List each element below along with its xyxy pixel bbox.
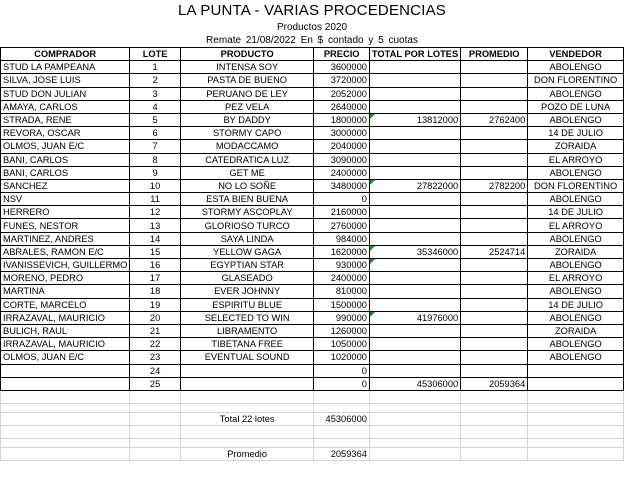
table-row bbox=[1, 140, 624, 153]
cell-producto[interactable]: PERUANO DE LEY bbox=[180, 87, 314, 100]
empty-cell[interactable] bbox=[528, 426, 624, 439]
cell-promedio[interactable] bbox=[461, 232, 528, 245]
cell-total-por-lotes[interactable] bbox=[369, 127, 460, 140]
empty-row bbox=[1, 390, 624, 403]
cell-promedio[interactable] bbox=[461, 311, 528, 324]
empty-cell[interactable] bbox=[528, 412, 624, 425]
cell-precio[interactable]: 2160000 bbox=[314, 206, 369, 219]
cell-total-por-lotes[interactable] bbox=[369, 100, 460, 113]
cell-comprador[interactable]: HERRERO bbox=[1, 206, 130, 219]
cell-comprador[interactable]: SANCHEZ bbox=[1, 179, 130, 192]
table-row bbox=[1, 259, 624, 272]
cell-total-por-lotes[interactable] bbox=[369, 166, 460, 179]
cell-total-por-lotes[interactable] bbox=[369, 259, 460, 272]
cell-promedio[interactable] bbox=[461, 193, 528, 206]
cell-producto[interactable]: BY DADDY bbox=[180, 113, 314, 126]
cell-comprador[interactable]: IRRAZAVAL, MAURICIO bbox=[1, 311, 130, 324]
table-row bbox=[1, 193, 624, 206]
cell-producto[interactable]: EGYPTIAN STAR bbox=[180, 259, 314, 272]
cell-lote[interactable]: 21 bbox=[130, 324, 181, 337]
cell-lote[interactable]: 3 bbox=[130, 87, 181, 100]
table-row bbox=[1, 272, 624, 285]
cell-producto[interactable]: STORMY ASCOPLAY bbox=[180, 206, 314, 219]
cell-producto[interactable]: YELLOW GAGA bbox=[180, 245, 314, 258]
cell-promedio[interactable] bbox=[461, 219, 528, 232]
table-row bbox=[1, 219, 624, 232]
cell-lote[interactable]: 19 bbox=[130, 298, 181, 311]
empty-cell[interactable] bbox=[528, 439, 624, 448]
header-lote[interactable]: LOTE bbox=[130, 48, 181, 61]
cell-vendedor[interactable]: ABOLENGO bbox=[528, 193, 624, 206]
cell-precio[interactable]: 2760000 bbox=[314, 219, 369, 232]
table-row bbox=[1, 285, 624, 298]
cell-total-por-lotes[interactable] bbox=[369, 153, 460, 166]
cell-comprador[interactable]: STRADA, RENE bbox=[1, 113, 130, 126]
cell-vendedor[interactable]: ABOLENGO bbox=[528, 285, 624, 298]
table-row bbox=[1, 127, 624, 140]
cell-promedio[interactable] bbox=[461, 364, 528, 377]
cell-precio[interactable]: 2400000 bbox=[314, 272, 369, 285]
header-producto[interactable]: PRODUCTO bbox=[180, 48, 314, 61]
sheet-title: LA PUNTA - VARIAS PROCEDENCIAS bbox=[177, 2, 446, 19]
cell-vendedor[interactable]: 14 DE JULIO bbox=[528, 206, 624, 219]
cell-promedio[interactable] bbox=[461, 100, 528, 113]
cell-vendedor[interactable]: ABOLENGO bbox=[528, 61, 624, 74]
cell-promedio[interactable] bbox=[461, 140, 528, 153]
cell-comprador[interactable]: STUD DON JULIAN bbox=[1, 87, 130, 100]
cell-total-por-lotes[interactable] bbox=[369, 351, 460, 364]
empty-cell[interactable] bbox=[369, 403, 460, 412]
empty-cell[interactable] bbox=[130, 390, 181, 403]
cell-promedio[interactable] bbox=[461, 74, 528, 87]
cell-producto[interactable] bbox=[180, 377, 314, 390]
cell-precio[interactable]: 810000 bbox=[314, 285, 369, 298]
header-row bbox=[1, 48, 624, 61]
cell-vendedor[interactable]: ABOLENGO bbox=[528, 232, 624, 245]
cell-precio[interactable]: 0 bbox=[314, 193, 369, 206]
cell-precio[interactable]: 3600000 bbox=[314, 61, 369, 74]
cell-vendedor[interactable]: ABOLENGO bbox=[528, 259, 624, 272]
empty-row bbox=[1, 426, 624, 439]
cell-lote[interactable]: 25 bbox=[130, 377, 181, 390]
cell-producto[interactable]: ESPIRITU BLUE bbox=[180, 298, 314, 311]
table-row bbox=[1, 232, 624, 245]
cell-producto[interactable]: TIBETANA FREE bbox=[180, 338, 314, 351]
cell-lote[interactable]: 4 bbox=[130, 100, 181, 113]
cell-comprador[interactable] bbox=[1, 364, 130, 377]
cell-lote[interactable]: 7 bbox=[130, 140, 181, 153]
cell-comprador[interactable]: MARTINA bbox=[1, 285, 130, 298]
cell-comprador[interactable]: REVORA, OSCAR bbox=[1, 127, 130, 140]
cell-lote[interactable]: 16 bbox=[130, 259, 181, 272]
cell-promedio[interactable] bbox=[461, 206, 528, 219]
table-row bbox=[1, 324, 624, 337]
cell-promedio[interactable] bbox=[461, 351, 528, 364]
cell-vendedor[interactable] bbox=[528, 377, 624, 390]
empty-cell[interactable] bbox=[130, 403, 181, 412]
table-row bbox=[1, 311, 624, 324]
table-row bbox=[1, 153, 624, 166]
cell-precio[interactable]: 2040000 bbox=[314, 140, 369, 153]
empty-cell[interactable] bbox=[369, 412, 460, 425]
empty-cell[interactable] bbox=[461, 390, 528, 403]
cell-producto[interactable]: SELECTED TO WIN bbox=[180, 311, 314, 324]
empty-cell[interactable] bbox=[461, 412, 528, 425]
table-row bbox=[1, 179, 624, 192]
empty-cell[interactable] bbox=[314, 403, 369, 412]
cell-vendedor[interactable]: 14 DE JULIO bbox=[528, 127, 624, 140]
cell-precio[interactable]: 2640000 bbox=[314, 100, 369, 113]
cell-producto[interactable]: PASTA DE BUENO bbox=[180, 74, 314, 87]
table-row bbox=[1, 298, 624, 311]
cell-producto[interactable] bbox=[180, 364, 314, 377]
cell-precio[interactable]: 3720000 bbox=[314, 74, 369, 87]
promedio-row bbox=[1, 448, 624, 461]
cell-precio[interactable]: 0 bbox=[314, 364, 369, 377]
empty-cell[interactable] bbox=[130, 412, 181, 425]
empty-row bbox=[1, 403, 624, 412]
cell-comprador[interactable]: IVANISSEVICH, GUILLERMO bbox=[1, 259, 130, 272]
empty-cell[interactable] bbox=[314, 390, 369, 403]
cell-lote[interactable]: 11 bbox=[130, 193, 181, 206]
cell-vendedor[interactable]: DON FLORENTINO bbox=[528, 179, 624, 192]
cell-precio[interactable]: 1020000 bbox=[314, 351, 369, 364]
cell-total-por-lotes[interactable] bbox=[369, 193, 460, 206]
empty-cell[interactable] bbox=[461, 439, 528, 448]
cell-lote[interactable]: 24 bbox=[130, 364, 181, 377]
cell-producto[interactable]: INTENSA SOY bbox=[180, 61, 314, 74]
cell-producto[interactable]: STORMY CAPO bbox=[180, 127, 314, 140]
cell-vendedor[interactable]: ABOLENGO bbox=[528, 166, 624, 179]
cell-total-por-lotes[interactable] bbox=[369, 61, 460, 74]
table-row bbox=[1, 206, 624, 219]
cell-comprador[interactable]: FUNES, NESTOR bbox=[1, 219, 130, 232]
cell-promedio[interactable] bbox=[461, 166, 528, 179]
empty-cell[interactable] bbox=[528, 403, 624, 412]
cell-vendedor[interactable] bbox=[528, 364, 624, 377]
cell-lote[interactable]: 15 bbox=[130, 245, 181, 258]
cell-total-por-lotes[interactable]: 41976000 bbox=[369, 311, 460, 324]
cell-vendedor[interactable]: ABOLENGO bbox=[528, 311, 624, 324]
cell-vendedor[interactable]: ABOLENGO bbox=[528, 113, 624, 126]
cell-lote[interactable]: 13 bbox=[130, 219, 181, 232]
cell-vendedor[interactable]: DON FLORENTINO bbox=[528, 74, 624, 87]
cell-comprador[interactable]: CORTE, MARCELO bbox=[1, 298, 130, 311]
cell-producto[interactable]: SAYA LINDA bbox=[180, 232, 314, 245]
cell-producto[interactable]: ESTA BIEN BUENA bbox=[180, 193, 314, 206]
cell-lote[interactable]: 18 bbox=[130, 285, 181, 298]
table-row bbox=[1, 87, 624, 100]
cell-lote[interactable]: 6 bbox=[130, 127, 181, 140]
cell-producto[interactable]: EVENTUAL SOUND bbox=[180, 351, 314, 364]
cell-total-por-lotes[interactable] bbox=[369, 140, 460, 153]
empty-cell[interactable] bbox=[180, 390, 314, 403]
cell-promedio[interactable] bbox=[461, 285, 528, 298]
cell-comprador[interactable] bbox=[1, 377, 130, 390]
cell-vendedor[interactable]: 14 DE JULIO bbox=[528, 298, 624, 311]
empty-cell[interactable] bbox=[1, 439, 130, 448]
cell-comprador[interactable]: OLMOS, JUAN E/C bbox=[1, 140, 130, 153]
cell-producto[interactable]: CATEDRATICA LUZ bbox=[180, 153, 314, 166]
header-promedio[interactable]: PROMEDIO bbox=[461, 48, 528, 61]
cell-vendedor[interactable]: ZORAIDA bbox=[528, 245, 624, 258]
cell-lote[interactable]: 12 bbox=[130, 206, 181, 219]
cell-vendedor[interactable]: EL ARROYO bbox=[528, 272, 624, 285]
cell-total-por-lotes[interactable]: 13812000 bbox=[369, 113, 460, 126]
cell-comprador[interactable]: BULICH, RAUL bbox=[1, 324, 130, 337]
cell-producto[interactable]: GET ME bbox=[180, 166, 314, 179]
cell-lote[interactable]: 14 bbox=[130, 232, 181, 245]
empty-cell[interactable] bbox=[369, 390, 460, 403]
empty-row bbox=[1, 439, 624, 448]
cell-promedio[interactable]: 2059364 bbox=[461, 377, 528, 390]
cell-precio[interactable]: 1050000 bbox=[314, 338, 369, 351]
cell-vendedor[interactable]: ABOLENGO bbox=[528, 87, 624, 100]
cell-promedio[interactable] bbox=[461, 298, 528, 311]
cell-precio[interactable]: 1500000 bbox=[314, 298, 369, 311]
table-row bbox=[1, 100, 624, 113]
cell-comprador[interactable]: MARTINEZ, ANDRES bbox=[1, 232, 130, 245]
cell-comprador[interactable]: ABRALES, RAMON E/C bbox=[1, 245, 130, 258]
cell-total-por-lotes[interactable] bbox=[369, 74, 460, 87]
cell-total-por-lotes[interactable] bbox=[369, 272, 460, 285]
cell-precio[interactable]: 2400000 bbox=[314, 166, 369, 179]
cell-lote[interactable]: 10 bbox=[130, 179, 181, 192]
empty-cell[interactable] bbox=[369, 448, 460, 461]
empty-cell[interactable] bbox=[461, 426, 528, 439]
cell-lote[interactable]: 8 bbox=[130, 153, 181, 166]
cell-vendedor[interactable]: ABOLENGO bbox=[528, 351, 624, 364]
promedio-row-value[interactable]: 2059364 bbox=[314, 448, 369, 461]
cell-precio[interactable]: 930000 bbox=[314, 259, 369, 272]
cell-total-por-lotes[interactable] bbox=[369, 364, 460, 377]
cell-total-por-lotes[interactable] bbox=[369, 285, 460, 298]
table-row bbox=[1, 61, 624, 74]
cell-vendedor[interactable]: EL ARROYO bbox=[528, 219, 624, 232]
empty-cell[interactable] bbox=[461, 403, 528, 412]
cell-precio[interactable]: 1260000 bbox=[314, 324, 369, 337]
empty-cell[interactable] bbox=[314, 426, 369, 439]
cell-lote[interactable]: 17 bbox=[130, 272, 181, 285]
cell-lote[interactable]: 9 bbox=[130, 166, 181, 179]
cell-precio[interactable]: 984000 bbox=[314, 232, 369, 245]
empty-cell[interactable] bbox=[1, 390, 130, 403]
cell-promedio[interactable] bbox=[461, 87, 528, 100]
table-row bbox=[1, 74, 624, 87]
header-vendedor[interactable]: VENDEDOR bbox=[528, 48, 624, 61]
empty-cell[interactable] bbox=[528, 390, 624, 403]
table-row bbox=[1, 338, 624, 351]
cell-producto[interactable]: GLORIOSO TURCO bbox=[180, 219, 314, 232]
header-total-por-lotes[interactable]: TOTAL POR LOTES bbox=[369, 48, 460, 61]
cell-promedio[interactable] bbox=[461, 259, 528, 272]
table-row bbox=[1, 351, 624, 364]
empty-cell[interactable] bbox=[130, 426, 181, 439]
cell-producto[interactable]: EVER JOHNNY bbox=[180, 285, 314, 298]
cell-total-por-lotes[interactable] bbox=[369, 206, 460, 219]
cell-total-por-lotes[interactable] bbox=[369, 298, 460, 311]
cell-total-por-lotes[interactable] bbox=[369, 324, 460, 337]
empty-cell[interactable] bbox=[180, 403, 314, 412]
total-row-value[interactable]: 45306000 bbox=[314, 412, 369, 425]
cell-comprador[interactable]: IRRAZAVAL, MAURICIO bbox=[1, 338, 130, 351]
cell-vendedor[interactable]: ZORAIDA bbox=[528, 324, 624, 337]
table-row bbox=[1, 245, 624, 258]
cell-precio[interactable]: 3090000 bbox=[314, 153, 369, 166]
cell-lote[interactable]: 1 bbox=[130, 61, 181, 74]
empty-cell[interactable] bbox=[1, 412, 130, 425]
cell-precio[interactable]: 2052000 bbox=[314, 87, 369, 100]
cell-promedio[interactable] bbox=[461, 127, 528, 140]
empty-cell[interactable] bbox=[369, 426, 460, 439]
cell-producto[interactable]: LIBRAMENTO bbox=[180, 324, 314, 337]
cell-producto[interactable]: NO LO SOÑE bbox=[180, 179, 314, 192]
cell-vendedor[interactable]: ABOLENGO bbox=[528, 338, 624, 351]
cell-comprador[interactable]: BANI, CARLOS bbox=[1, 153, 130, 166]
cell-precio[interactable]: 990000 bbox=[314, 311, 369, 324]
cell-producto[interactable]: PEZ VELA bbox=[180, 100, 314, 113]
cell-producto[interactable]: MODACCAMO bbox=[180, 140, 314, 153]
empty-cell[interactable] bbox=[1, 426, 130, 439]
cell-total-por-lotes[interactable]: 27822000 bbox=[369, 179, 460, 192]
remate-info: Remate 21/08/2022 En $ contado y 5 cuotas bbox=[206, 35, 418, 46]
cell-promedio[interactable] bbox=[461, 61, 528, 74]
cell-producto[interactable]: GLASEADO bbox=[180, 272, 314, 285]
cell-promedio[interactable]: 2762400 bbox=[461, 113, 528, 126]
empty-cell[interactable] bbox=[369, 439, 460, 448]
cell-lote[interactable]: 20 bbox=[130, 311, 181, 324]
promedio-row-label[interactable]: Promedio bbox=[180, 448, 314, 461]
cell-comprador[interactable]: AMAYA, CARLOS bbox=[1, 100, 130, 113]
sheet-subtitle: Productos 2020 bbox=[276, 22, 348, 33]
table-row bbox=[1, 166, 624, 179]
table-row bbox=[1, 113, 624, 126]
cell-precio[interactable]: 1800000 bbox=[314, 113, 369, 126]
cell-total-por-lotes[interactable]: 45306000 bbox=[369, 377, 460, 390]
cell-lote[interactable]: 5 bbox=[130, 113, 181, 126]
cell-total-por-lotes[interactable]: 35346000 bbox=[369, 245, 460, 258]
cell-comprador[interactable]: STUD LA PAMPEANA bbox=[1, 61, 130, 74]
table-row bbox=[1, 364, 624, 377]
cell-comprador[interactable]: BANI, CARLOS bbox=[1, 166, 130, 179]
cell-promedio[interactable] bbox=[461, 272, 528, 285]
cell-vendedor[interactable]: EL ARROYO bbox=[528, 153, 624, 166]
cell-lote[interactable]: 23 bbox=[130, 351, 181, 364]
cell-comprador[interactable]: NSV bbox=[1, 193, 130, 206]
empty-cell[interactable] bbox=[314, 439, 369, 448]
cell-lote[interactable]: 2 bbox=[130, 74, 181, 87]
cell-promedio[interactable]: 2782200 bbox=[461, 179, 528, 192]
cell-comprador[interactable]: MORENO, PEDRO bbox=[1, 272, 130, 285]
cell-vendedor[interactable]: POZO DE LUNA bbox=[528, 100, 624, 113]
cell-comprador[interactable]: SILVA, JOSE LUIS bbox=[1, 74, 130, 87]
results-table bbox=[0, 47, 624, 461]
empty-cell[interactable] bbox=[180, 426, 314, 439]
empty-cell[interactable] bbox=[180, 439, 314, 448]
cell-promedio[interactable] bbox=[461, 153, 528, 166]
header-precio[interactable]: PRECIO bbox=[314, 48, 369, 61]
table-row bbox=[1, 377, 624, 390]
empty-cell[interactable] bbox=[461, 448, 528, 461]
empty-cell[interactable] bbox=[1, 448, 130, 461]
empty-cell[interactable] bbox=[528, 448, 624, 461]
cell-vendedor[interactable]: ZORAIDA bbox=[528, 140, 624, 153]
cell-precio[interactable]: 1620000 bbox=[314, 245, 369, 258]
cell-total-por-lotes[interactable] bbox=[369, 87, 460, 100]
cell-precio[interactable]: 0 bbox=[314, 377, 369, 390]
cell-precio[interactable]: 3000000 bbox=[314, 127, 369, 140]
empty-cell[interactable] bbox=[130, 439, 181, 448]
cell-total-por-lotes[interactable] bbox=[369, 232, 460, 245]
empty-cell[interactable] bbox=[1, 403, 130, 412]
cell-promedio[interactable] bbox=[461, 324, 528, 337]
cell-total-por-lotes[interactable] bbox=[369, 338, 460, 351]
cell-promedio[interactable]: 2524714 bbox=[461, 245, 528, 258]
total-row bbox=[1, 412, 624, 425]
header-comprador[interactable]: COMPRADOR bbox=[1, 48, 130, 61]
total-row-label[interactable]: Total 22 lotes bbox=[180, 412, 314, 425]
cell-lote[interactable]: 22 bbox=[130, 338, 181, 351]
cell-comprador[interactable]: OLMOS, JUAN E/C bbox=[1, 351, 130, 364]
empty-cell[interactable] bbox=[130, 448, 181, 461]
cell-precio[interactable]: 3480000 bbox=[314, 179, 369, 192]
cell-promedio[interactable] bbox=[461, 338, 528, 351]
cell-total-por-lotes[interactable] bbox=[369, 219, 460, 232]
